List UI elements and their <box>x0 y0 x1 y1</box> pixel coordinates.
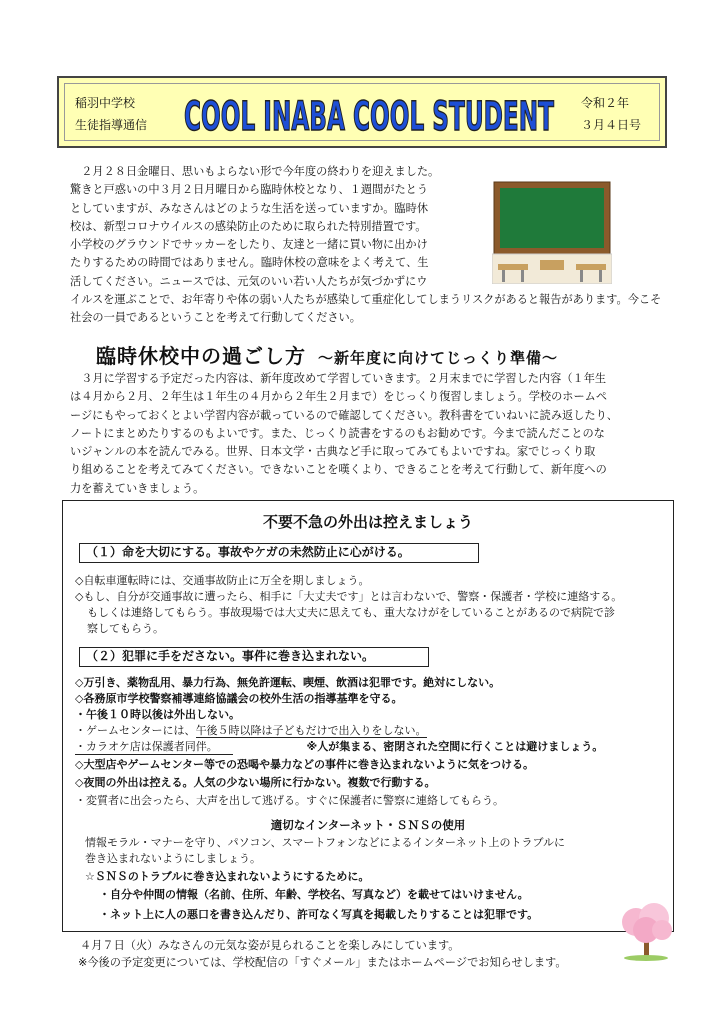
intro-line: 校は、新型コロナウイルスの感染防止のために取られた特別措置です。 <box>70 219 427 233</box>
rule-line: ◇自転車運転時には、交通事故防止に万全を期しましょう。 <box>75 574 370 587</box>
rule-line <box>75 723 427 738</box>
title-text: COOL INABA COOL STUDENT <box>184 94 555 140</box>
rule-line: 察してもらう。 <box>87 622 164 635</box>
body-line: ノートにまとめたりするのもよいです。また、じっくり読書をするのもお勧めです。今まで読んだことのな <box>70 426 605 440</box>
intro-line: 小学校のグラウンドでサッカーをしたり、友達と一緒に買い物に出かけ <box>70 238 428 252</box>
era: 令和２年 <box>580 96 629 110</box>
newsletter-name: 生徒指導通信 <box>75 118 148 132</box>
rule-line: ・午後１０時以後は外出しない。 <box>75 708 240 721</box>
body-line: ージにもやっておくとよい学習内容が載っているので確認してください。教科書をていねいに読み返したり、 <box>70 408 618 422</box>
box-title: 不要不急の外出は控えましょう <box>262 513 473 531</box>
intro-line: たりするための時間ではありません。臨時休校の意味をよく考えて、生 <box>70 256 429 270</box>
rule-line: ◇万引き、薬物乱用、暴力行為、無免許運転、喫煙、飲酒は犯罪です。絶対にしない。 <box>75 676 501 689</box>
rule-line: ◇夜間の外出は控える。人気の少ない場所に行かない。複数で行動する。 <box>75 776 436 789</box>
internet-heading: 適切なインターネット・ＳＮＳの使用 <box>270 818 466 832</box>
footer-line: ４月７日（火）みなさんの元気な姿が見られることを楽しみにしています。 <box>80 939 460 952</box>
rule-text: ※人が集まる、密閉された空間に行くことは避けましょう。 <box>306 740 604 753</box>
header-left <box>75 92 147 136</box>
rule-line: ◇もし、自分が交通事故に遭ったら、相手に「大丈夫です」とは言わないで、警察・保護者・学校に連絡する。 <box>75 590 623 603</box>
footer <box>80 937 567 971</box>
rule-line <box>75 739 603 755</box>
rule-line: ・変質者に出会ったら、大声を出して逃げる。すぐに保護者に警察に連絡してもらう。 <box>75 794 504 807</box>
section-title-main: 臨時休校中の過ごし方 <box>96 344 306 368</box>
title-logo <box>179 84 559 144</box>
footer-line: ※今後の予定変更については、学校配信の「すぐメール」またはホームページでお知らせします。 <box>78 956 567 969</box>
rule-line: ◇大型店やゲームセンター等での恐喝や暴力などの事件に巻き込まれないように気をつける。 <box>75 758 535 771</box>
chalkboard-illustration <box>492 180 612 284</box>
body-line: 力を蓄えていきましょう。 <box>70 481 205 495</box>
school-name: 稲羽中学校 <box>75 96 136 110</box>
rule-line: ☆ＳＮＳのトラブルに巻き込まれないようにするために。 <box>85 870 370 883</box>
header-right <box>581 92 641 136</box>
rule-line: 情報モラル・マナーを守り、パソコン、スマートフォンなどによるインターネット上のトラブルに <box>85 836 566 849</box>
intro-line: 活してください。ニュースでは、元気のいい若い人たちが気づかずにウ <box>70 274 428 288</box>
intro-line: 驚きと戸惑いの中３月２日月曜日から臨時休校となり、１週間がたとう <box>70 183 429 197</box>
body-line: いジャンルの本を読んでみる。世界、日本文学・古典など手に取ってみてもよいですね。家でじっくり取 <box>70 445 596 459</box>
issue-date: ３月４日号 <box>580 118 641 132</box>
rule-text: ・ゲームセンターには、 <box>75 724 196 737</box>
body-line: り組めることを考えてみてください。できないことを嘆くより、できることを考えて行動して、新年度への <box>70 463 607 477</box>
rule-line: ◇各務原市学校警察補導連絡協議会の校外生活の指導基準を守る。 <box>75 692 403 705</box>
rule-line: もしくは連絡してもらう。事故現場では大丈夫に思えても、重大なけがをしていることがあるので病院で診 <box>87 606 615 619</box>
section-body <box>70 370 662 498</box>
subhead-safety: （１）命を大切にする。事故やケガの未然防止に心がける。 <box>79 543 479 563</box>
intro-line: ２月２８日金曜日、思いもよらない形で今年度の終わりを迎えました。 <box>81 165 440 178</box>
rule-line: ・ネット上に人の悪口を書き込んだり、許可なく写真を掲載したりすることは犯罪です。 <box>99 908 539 921</box>
intro-line: イルスを運ぶことで、お年寄りや体の弱い人たちが感染して重症化してしまうリスクがあると報告があります。今こそ社会の一員であるということを考えて行動してください。 <box>70 293 662 325</box>
section-title <box>96 340 558 369</box>
intro-line: としていますが、みなさんはどのような生活を送っていますか。臨時休 <box>70 201 429 215</box>
body-line: ３月に学習する予定だった内容は、新年度改めて学習していきます。２月末までに学習した内容（１年生 <box>81 372 607 385</box>
subhead-crime: （２）犯罪に手をださない。事件に巻き込まれない。 <box>79 647 429 667</box>
rule-text-underlined: ・カラオケ店は保護者同伴。 <box>75 739 233 755</box>
rule-text-underlined: 午後５時以降は子どもだけで出入りをしない。 <box>195 724 427 737</box>
section-subtitle: ～新年度に向けてじっくり準備～ <box>318 349 559 367</box>
header-banner <box>57 76 667 148</box>
rule-line: 巻き込まれないようにしましょう。 <box>85 852 261 865</box>
rules-box <box>62 500 674 932</box>
rule-line: ・自分や仲間の情報（名前、住所、年齢、学校名、写真など）を載せてはいけません。 <box>99 888 529 901</box>
body-line: は４月から２月、２年生は１年生の４月から２年生２月まで）をじっくり復習しましょう。学校のホームペ <box>70 390 608 404</box>
cherry-tree-icon <box>614 896 678 962</box>
